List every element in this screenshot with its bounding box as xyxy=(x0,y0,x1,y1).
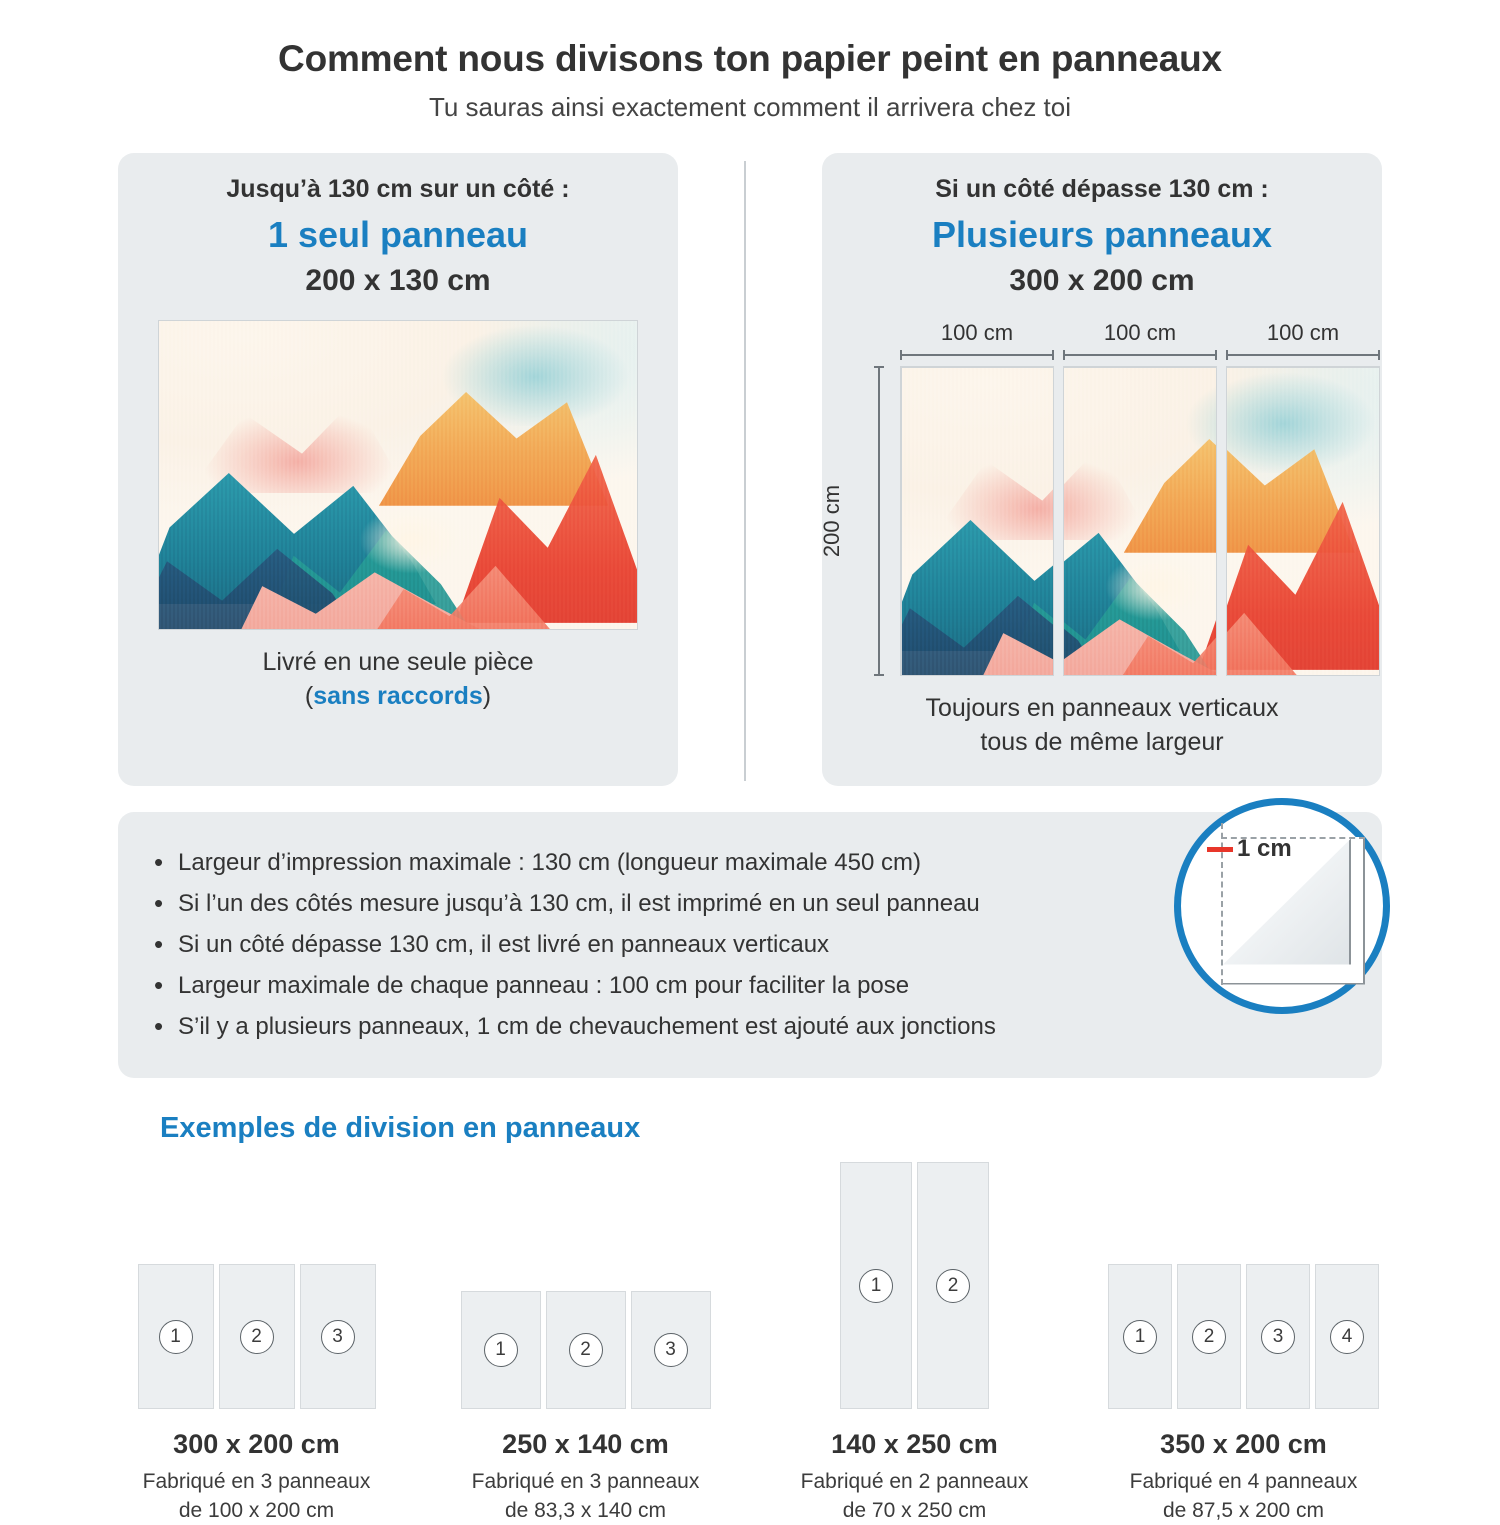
panel-width-3 xyxy=(1226,320,1380,360)
example-panel xyxy=(1108,1264,1172,1409)
wallpaper-panel-3 xyxy=(1226,366,1380,676)
panel-height-label: 200 cm xyxy=(818,484,844,558)
panel-height-ruler xyxy=(818,366,884,676)
example-panel xyxy=(1315,1264,1379,1409)
panel-number: 2 xyxy=(569,1333,603,1367)
example-panels xyxy=(92,1159,421,1409)
example-note-line2: de 83,3 x 140 cm xyxy=(504,1498,667,1522)
overlap-tick-icon xyxy=(1207,847,1233,852)
example-250x140 xyxy=(421,1159,750,1525)
example-panel xyxy=(917,1162,989,1409)
example-panel xyxy=(461,1291,541,1409)
card-right-caption xyxy=(842,692,1362,760)
page-title: Comment nous divisons ton papier peint en panneaux xyxy=(278,38,1222,79)
example-panels xyxy=(421,1159,750,1409)
example-panel xyxy=(138,1264,214,1409)
panel-number: 2 xyxy=(936,1269,970,1303)
comparison-row xyxy=(118,153,1382,786)
panel-number: 4 xyxy=(1330,1320,1364,1354)
card-left-caption-line1: Livré en une seule pièce xyxy=(262,648,534,676)
wallpaper-artwork-single xyxy=(158,320,638,630)
list-item: • Si l’un des côtés mesure jusqu’à 130 cm, il est imprimé en un seul panneau xyxy=(152,888,1192,920)
list-item: • Si un côté dépasse 130 cm, il est livré en panneaux verticaux xyxy=(152,929,1192,961)
card-left-caption xyxy=(138,646,658,714)
example-300x200 xyxy=(92,1159,421,1525)
artwork-single-wrap xyxy=(158,320,638,630)
overlap-label: 1 cm xyxy=(1237,834,1292,862)
card-right-caption-line2: tous de même largeur xyxy=(980,727,1224,756)
example-panel xyxy=(631,1291,711,1409)
card-right-caption-line1: Toujours en panneaux verticaux xyxy=(925,694,1279,722)
wallpaper-panel-2 xyxy=(1063,366,1217,676)
example-dimensions: 300 x 200 cm xyxy=(173,1429,340,1460)
example-dimensions: 350 x 200 cm xyxy=(1160,1429,1327,1460)
example-350x200 xyxy=(1079,1159,1408,1525)
paren-open: ( xyxy=(304,681,314,710)
example-panel xyxy=(546,1291,626,1409)
wallpaper-panel-1 xyxy=(900,366,1054,676)
caption-accent: sans raccords xyxy=(313,681,483,710)
example-note xyxy=(1079,1468,1408,1525)
specs-box xyxy=(118,812,1382,1079)
panel-number: 2 xyxy=(1192,1320,1226,1354)
example-note-line2: de 70 x 250 cm xyxy=(842,1498,987,1522)
panel-number: 3 xyxy=(1261,1320,1295,1354)
panel-number: 1 xyxy=(1123,1320,1157,1354)
list-item: • S’il y a plusieurs panneaux, 1 cm de chevauchement est ajouté aux jonctions xyxy=(152,1011,1192,1043)
card-right-kicker: Si un côté dépasse 130 cm : xyxy=(935,175,1269,203)
panel-width-2 xyxy=(1063,320,1217,360)
panel-width-ruler xyxy=(900,320,1380,360)
example-note xyxy=(750,1468,1079,1525)
card-single-panel xyxy=(118,153,678,786)
artwork-split-wrap xyxy=(818,320,1380,676)
example-panel xyxy=(1246,1264,1310,1409)
example-dimensions: 250 x 140 cm xyxy=(502,1429,669,1460)
panel-width-label-3: 100 cm xyxy=(1266,320,1340,345)
wallpaper-artwork-panels xyxy=(900,366,1380,676)
example-note-line2: de 100 x 200 cm xyxy=(178,1498,335,1522)
panel-number: 1 xyxy=(484,1333,518,1367)
card-right-dimensions: 300 x 200 cm xyxy=(1009,264,1195,297)
example-note xyxy=(92,1468,421,1525)
overlap-diagram xyxy=(1174,798,1390,1014)
example-dimensions: 140 x 250 cm xyxy=(831,1429,998,1460)
card-multi-panel xyxy=(818,153,1382,786)
example-note-line1: Fabriqué en 3 panneaux xyxy=(471,1470,700,1494)
panel-number: 1 xyxy=(159,1320,193,1354)
card-left-kicker: Jusqu’à 130 cm sur un côté : xyxy=(226,175,570,203)
panel-number: 1 xyxy=(859,1269,893,1303)
example-panel xyxy=(840,1162,912,1409)
card-left-heading: 1 seul panneau xyxy=(267,214,529,255)
card-right-heading: Plusieurs panneaux xyxy=(931,214,1273,255)
list-item: • Largeur d’impression maximale : 130 cm (longueur maximale 450 cm) xyxy=(152,847,1192,879)
examples-row xyxy=(92,1159,1408,1525)
paren-close: ) xyxy=(482,681,492,710)
header xyxy=(0,0,1500,123)
panel-width-label-2: 100 cm xyxy=(1103,320,1177,345)
panel-width-label-1: 100 cm xyxy=(940,320,1014,345)
specs-list xyxy=(152,847,1192,1044)
panel-number: 3 xyxy=(654,1333,688,1367)
examples-title: Exemples de division en panneaux xyxy=(160,1112,641,1145)
card-left-caption-line2 xyxy=(138,680,658,714)
vertical-divider xyxy=(744,161,746,781)
example-panels xyxy=(750,1159,1079,1409)
example-panel xyxy=(219,1264,295,1409)
card-left-dimensions: 200 x 130 cm xyxy=(305,264,491,297)
panel-width-1 xyxy=(900,320,1054,360)
panel-number: 2 xyxy=(240,1320,274,1354)
example-note-line2: de 87,5 x 200 cm xyxy=(1162,1498,1325,1522)
example-140x250 xyxy=(750,1159,1079,1525)
example-note-line1: Fabriqué en 4 panneaux xyxy=(1129,1470,1358,1494)
example-note-line1: Fabriqué en 2 panneaux xyxy=(800,1470,1029,1494)
panel-number: 3 xyxy=(321,1320,355,1354)
page-subtitle: Tu sauras ainsi exactement comment il arrivera chez toi xyxy=(428,92,1072,122)
example-panels xyxy=(1079,1159,1408,1409)
example-note xyxy=(421,1468,750,1525)
example-panel xyxy=(300,1264,376,1409)
list-item: • Largeur maximale de chaque panneau : 100 cm pour faciliter la pose xyxy=(152,970,1192,1002)
example-panel xyxy=(1177,1264,1241,1409)
example-note-line1: Fabriqué en 3 panneaux xyxy=(142,1470,371,1494)
